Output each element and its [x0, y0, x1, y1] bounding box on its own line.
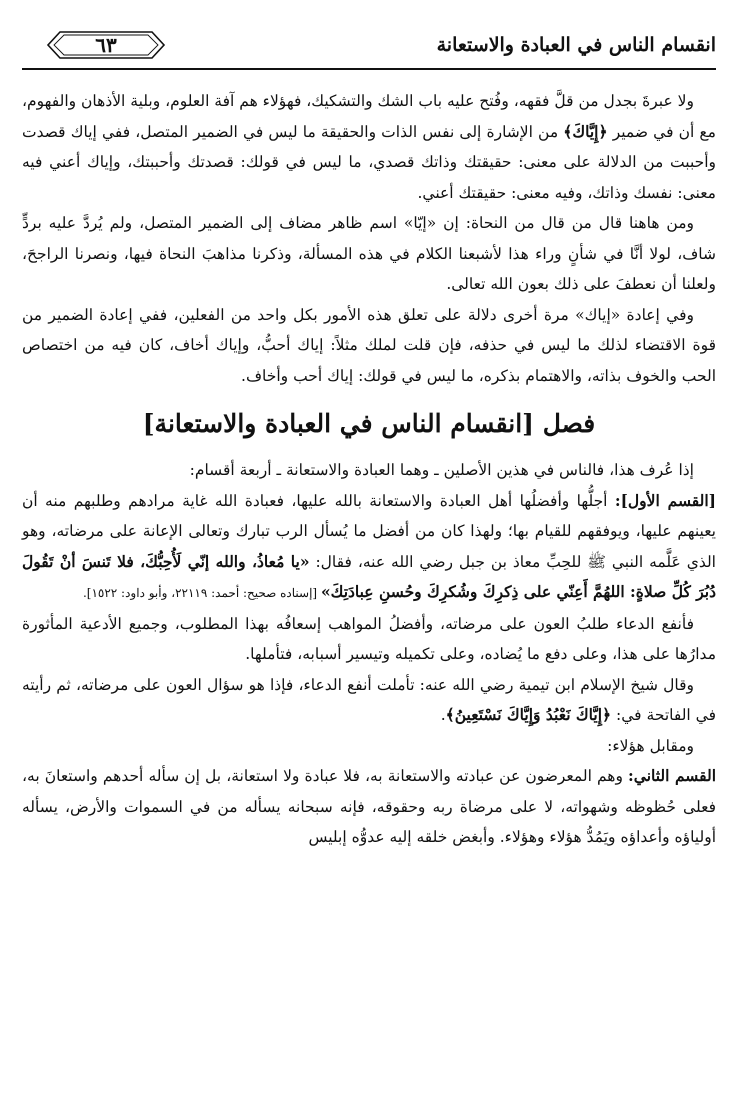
paragraph-1: [22, 86, 716, 208]
running-title: انقسام الناس في العبادة والاستعانة: [436, 34, 716, 56]
paragraph-8: ومقابل هؤلاء:: [607, 736, 694, 755]
paragraph-4: إذا عُرف هذا، فالناس في هذين الأصلين ـ وهما العبادة والاستعانة ـ أربعة أقسام:: [189, 461, 694, 479]
page-number-badge: [46, 30, 166, 60]
section-heading: فصل [انقسام الناس في العبادة والاستعانة]: [142, 409, 596, 438]
paragraph-2: ومن هاهنا قال من قال من النحاة: إن «إيّا» اسم ظاهر مضاف إلى الضمير المتصل، ولم يُردَّ عليه بردٍّ شاف، لولا أنَّا في شأنٍ وراء هذا لأشبعنا الكلام في هذه المسألة، وذكرنا مذاهبَ النحاة فيها، ونصرنا الراجحَ، ولعلنا أن نعطفَ على ذلك بعون الله تعالى.: [22, 214, 716, 293]
paragraph-6: فأنفع الدعاء طلبُ العون على مرضاته، وأفضلُ المواهب إسعافُه بهذا المطلوب، وجميع الأدعية المأثورة مدارُها على هذا، وعلى دفع ما يُضاده، وعلى تكميله وتيسير أسبابه، فتأملها.: [22, 614, 716, 663]
paragraph-9: [22, 761, 716, 853]
paragraph-5: [22, 486, 716, 609]
quran-quote-fatiha: ﴿إِيَّاكَ نَعْبُدُ وَإِيَّاكَ نَسْتَعِينُ﴾: [445, 705, 612, 724]
page-number: ٦٣: [95, 33, 117, 57]
paragraph-7-text: وقال شيخ الإسلام ابن تيمية رضي الله عنه: تأملت أنفع الدعاء، فإذا هو سؤال العون على مرضاته، ثم رأيته في الفاتحة في:: [22, 675, 716, 724]
hadith-quote: «يا مُعاذُ، والله إنّي لَأُحِبُّكَ، فلا تَنسَ أنْ تَقُولَ دُبُرَ كُلِّ صلاةٍ: اللهُمَّ أَعِنّي على ذِكرِكَ وشُكرِكَ وحُسنِ عِبادَتِكَ»: [22, 551, 716, 601]
hadith-reference: [إسناده صحيح: أحمد: ٢٢١١٩، وأبو داود: ١٥٢٢].: [82, 586, 321, 600]
page-header: [22, 30, 716, 66]
page-body: [22, 86, 716, 853]
paragraph-3: وفي إعادة «إياك» مرة أخرى دلالة على تعلق هذه الأمور بكل واحد من الفعلين، ففي إعادة الضمير من قوة الاقتضاء لذلك ما ليس في حذفه، فإن قلت لملك مثلاً: إياك أحبُّ، وإياك أخاف، كان فيه من اختصاص الحب والخوف بذاته، والاهتمام بذكره، ما ليس في قولك: إياك أحب وأخاف.: [22, 305, 716, 385]
header-divider: [22, 68, 716, 70]
paragraph-7: [22, 670, 716, 731]
paragraph-9-text: وهم المعرضون عن عبادته والاستعانة به، فلا عبادة ولا استعانة، بل إن سأله أحدهم واستعانَ به، فعلى حُظوظه وشهواته، لا على مرضاة ربه وحقوقه، فإنه سبحانه يسأله من في السموات والأرض، يسأله أولياؤه وأعداؤه ويَمُدُّ هؤلاء وهؤلاء. وأبغض خلقه إليه عدوُّه إبليس: [22, 767, 716, 846]
section-two-label: القسم الثاني:: [628, 766, 717, 785]
section-one-label: [القسم الأول]:: [614, 490, 716, 510]
paragraph-5-text: أجلُّها وأفضلُها أهل العبادة والاستعانة بالله عليها، فعبادة الله غاية مرادهم وطلبهم منه أن يعينهم عليها، ويوفقهم للقيام بها؛ ولهذا كان من أفضل ما يُسأل الرب تبارك وتعالى الإعانة على مرضاته، وهو الذي عَلَّمه النبي ﷺ للحِبِّ معاذ بن جبل رضي الله عنه، فقال:: [22, 491, 716, 571]
paragraph-1-text-after: من الإشارة إلى نفس الذات والحقيقة ما ليس في الضمير المتصل، ففي إياك قصدت وأحببت من الدلالة على معنى: حقيقتك وذاتك قصدي، ما ليس في قولك: قصدتك وأحببتك، وإياك أعني فيه معنى: نفسك وذاتك، وفيه معنى: حقيقتك أعني.: [22, 122, 716, 202]
paragraph-1-text: ولا عبرةَ بجدل من قلَّ فقهه، وفُتح عليه باب الشك والتشكيك، فهؤلاء هم آفة العلوم، وبلية الأذهان والفهوم، مع أن في ضمير: [22, 92, 716, 141]
quran-quote: ﴿إِيَّاكَ﴾: [563, 121, 608, 141]
paragraph-7-text-after: .: [440, 706, 446, 724]
